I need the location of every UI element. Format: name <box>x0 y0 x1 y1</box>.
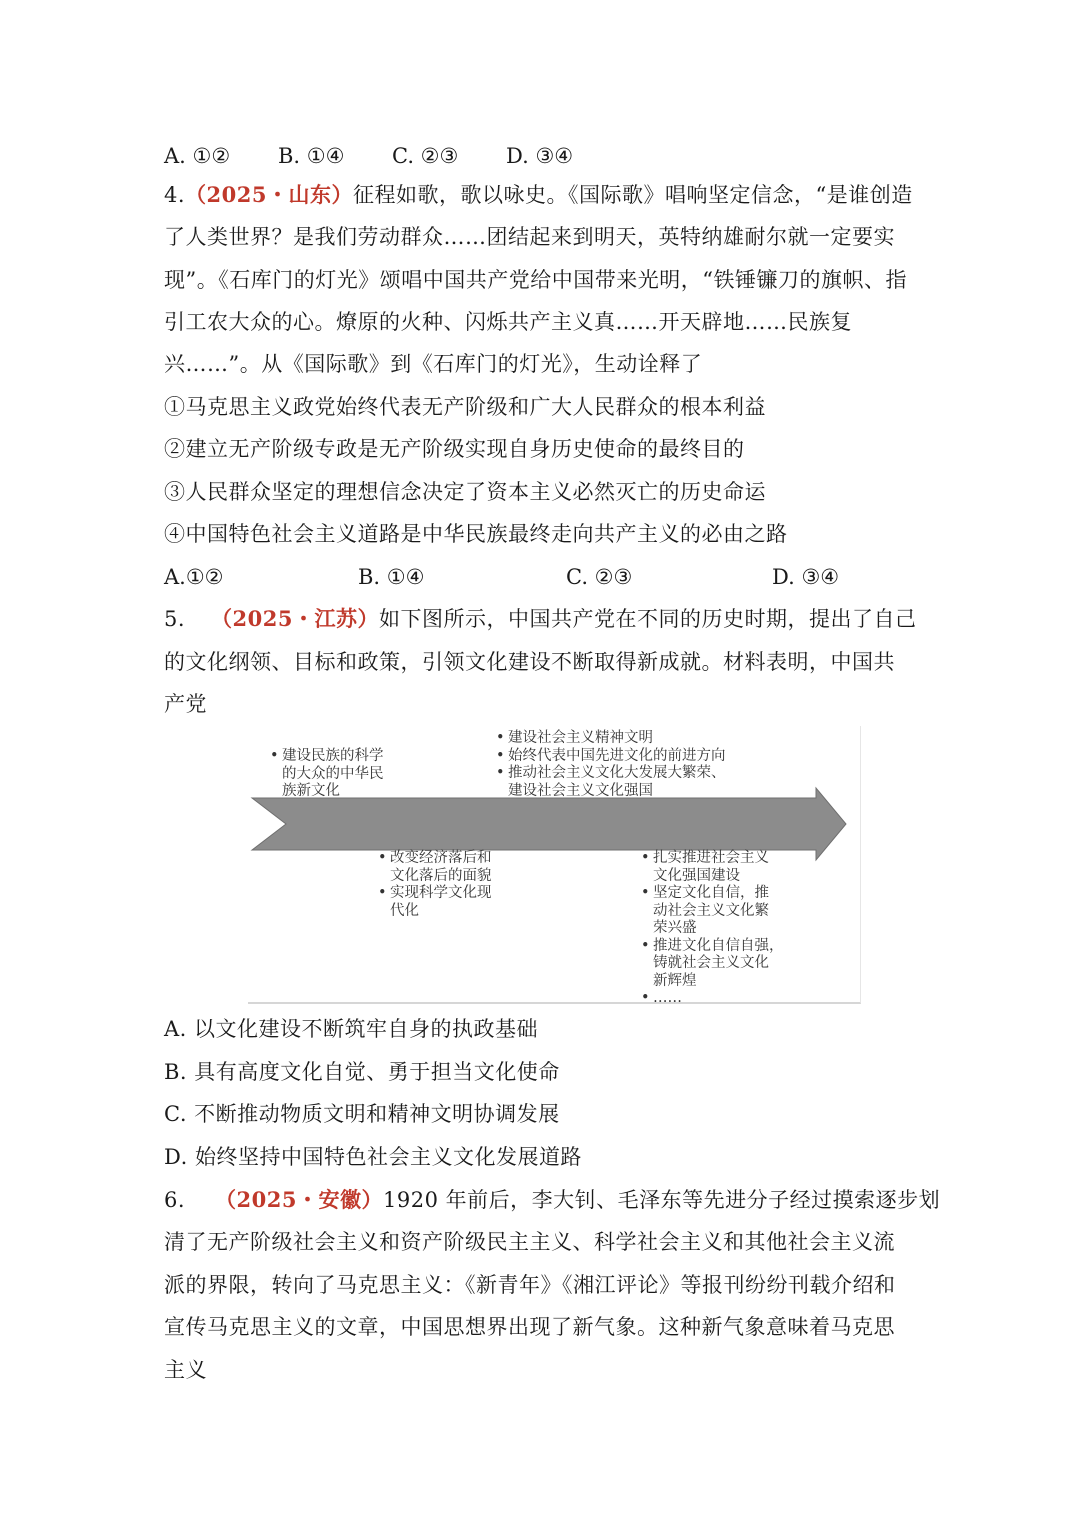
figure-top-right-2: 始终代表中国先进文化的前进方向 <box>508 747 726 764</box>
q4-option-d: D. ③④ <box>772 565 840 589</box>
q4-statement-1: ①马克思主义政党始终代表无产阶级和广大人民群众的根本利益 <box>164 395 766 419</box>
figure-top-left-block <box>270 748 384 801</box>
culture-timeline-figure <box>248 726 861 1004</box>
q6-number: 6. <box>164 1188 186 1212</box>
q5-number: 5. <box>164 607 186 631</box>
q5-source: （2025・江苏） <box>211 606 379 631</box>
q5-option-b: B. 具有高度文化自觉、勇于担当文化使命 <box>164 1060 560 1084</box>
q6-stem-line-2: 清了无产阶级社会主义和资产阶级民主主义、科学社会主义和其他社会主义流 <box>164 1230 895 1254</box>
figure-item: • 推动社会主义文化大发展大繁荣、 建设社会主义文化强国 <box>496 765 726 799</box>
q3-option-a: A. ①② <box>164 144 231 168</box>
q4-stem-line-5: 兴……”。从《国际歌》到《石库门的灯光》，生动诠释了 <box>164 352 703 376</box>
figure-bottom-right-1: 扎实推进社会主义 文化强国建设 <box>653 850 769 884</box>
figure-bottom-left-block <box>378 850 492 920</box>
q4-stem-line-4: 引工农大众的心。燎原的火种、闪烁共产主义真……开天辟地……民族复 <box>164 310 852 334</box>
q6-source: （2025・安徽） <box>215 1187 383 1212</box>
q4-statement-3: ③人民群众坚定的理想信念决定了资本主义必然灭亡的历史命运 <box>164 480 766 504</box>
q4-stem-line-1 <box>164 180 913 210</box>
q4-stem-text-1: 征程如歌，歌以咏史。《国际歌》唱响坚定信念，“是谁创造 <box>353 183 913 207</box>
figure-item: • 扎实推进社会主义 文化强国建设 <box>641 850 769 884</box>
q4-stem-line-2: 了人类世界？是我们劳动群众……团结起来到明天，英特纳雄耐尔就一定要实 <box>164 225 895 249</box>
figure-bottom-left-1: 改变经济落后和 文化落后的面貌 <box>390 850 492 884</box>
q4-stem-line-3: 现”。《石库门的灯光》颂唱中国共产党给中国带来光明，“铁锤镰刀的旗帜、指 <box>164 268 907 292</box>
figure-item: • 改变经济落后和 文化落后的面貌 <box>378 850 492 884</box>
q5-stem-line-2: 的文化纲领、目标和政策，引领文化建设不断取得新成就。材料表明，中国共 <box>164 650 895 674</box>
figure-top-right-1: 建设社会主义精神文明 <box>508 730 653 746</box>
figure-top-right-block <box>496 730 726 800</box>
q6-stem-line-5: 主义 <box>164 1358 207 1382</box>
q6-stem-line-3: 派的界限，转向了马克思主义：《新青年》《湘江评论》等报刊纷纷刊载介绍和 <box>164 1273 896 1297</box>
q4-statement-2: ②建立无产阶级专政是无产阶级实现自身历史使命的最终目的 <box>164 437 745 461</box>
q5-stem-text-1: 如下图所示，中国共产党在不同的历史时期，提出了自己 <box>379 607 917 631</box>
figure-bottom-left-2: 实现科学文化现 代化 <box>390 885 492 919</box>
q5-option-a: A. 以文化建设不断筑牢自身的执政基础 <box>164 1017 539 1041</box>
q5-option-c: C. 不断推动物质文明和精神文明协调发展 <box>164 1102 560 1126</box>
q4-statement-4: ④中国特色社会主义道路是中华民族最终走向共产主义的必由之路 <box>164 522 788 546</box>
q4-option-c: C. ②③ <box>566 565 633 589</box>
figure-item: • 始终代表中国先进文化的前进方向 <box>496 747 726 764</box>
q4-option-a: A.①② <box>164 565 224 589</box>
q3-option-c: C. ②③ <box>392 144 459 168</box>
q4-number: 4. <box>164 183 186 207</box>
q3-option-b: B. ①④ <box>278 144 345 168</box>
q3-option-d: D. ③④ <box>506 144 574 168</box>
figure-bottom-right-2: 坚定文化自信，推 动社会主义文化繁 荣兴盛 <box>653 885 769 936</box>
q6-stem-line-4: 宣传马克思主义的文章，中国思想界出现了新气象。这种新气象意味着马克思 <box>164 1315 895 1339</box>
q6-stem-line-1 <box>164 1185 940 1215</box>
figure-item: • 建设民族的科学 的大众的中华民 族新文化 <box>270 748 384 799</box>
q4-source: （2025・山东） <box>185 182 353 207</box>
figure-item: • 推进文化自信自强， 铸就社会主义文化 新辉煌 <box>641 937 784 989</box>
q6-stem-text-1: 1920 年前后，李大钊、毛泽东等先进分子经过摸索逐步划 <box>383 1188 941 1212</box>
figure-bottom-right-block <box>641 850 784 1008</box>
figure-bottom-right-4: …… <box>653 990 682 1006</box>
q5-option-d: D. 始终坚持中国特色社会主义文化发展道路 <box>164 1145 582 1169</box>
q4-option-b: B. ①④ <box>358 565 425 589</box>
q5-stem-line-3: 产党 <box>164 692 207 716</box>
figure-top-right-3: 推动社会主义文化大发展大繁荣、 建设社会主义文化强国 <box>508 765 726 799</box>
figure-item: • 建设社会主义精神文明 <box>496 730 653 746</box>
figure-bottom-right-3: 推进文化自信自强， 铸就社会主义文化 新辉煌 <box>653 937 784 989</box>
figure-item: • …… <box>641 990 682 1006</box>
figure-item: • 坚定文化自信，推 动社会主义文化繁 荣兴盛 <box>641 885 769 936</box>
q5-stem-line-1 <box>164 604 917 634</box>
figure-top-left-1: 建设民族的科学 的大众的中华民 族新文化 <box>282 748 384 799</box>
figure-item: • 实现科学文化现 代化 <box>378 885 492 919</box>
